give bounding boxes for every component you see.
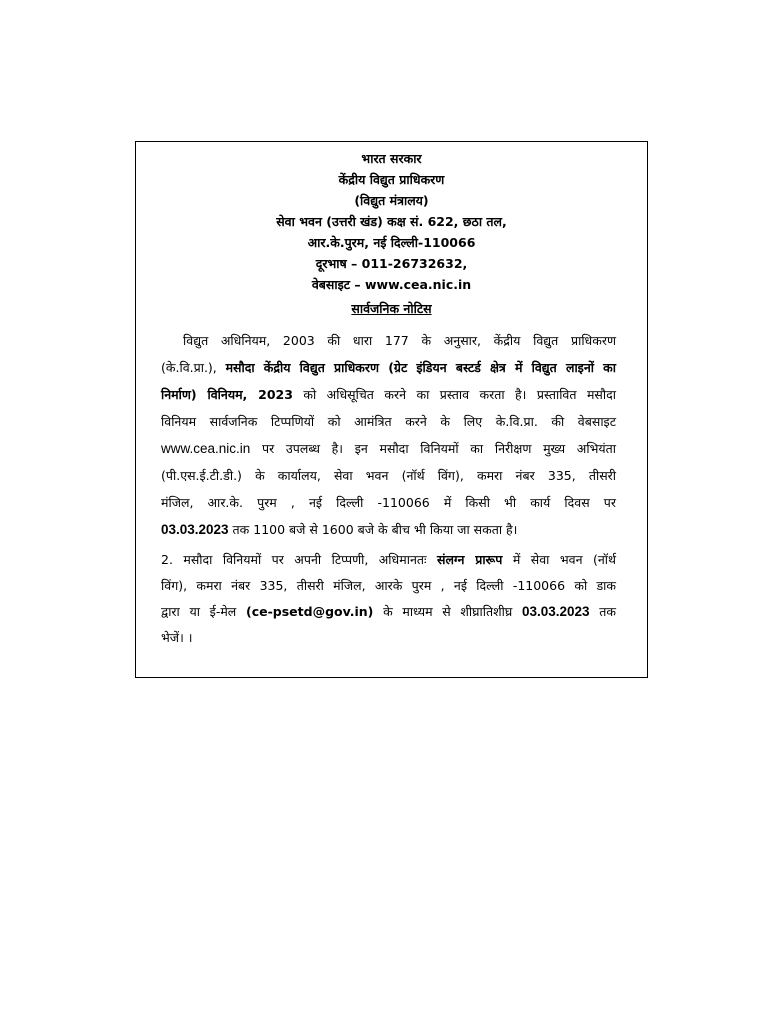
attached-format-label: संलग्न प्रारूप bbox=[437, 552, 503, 567]
paragraph-2 bbox=[161, 547, 616, 651]
notice-header bbox=[136, 148, 647, 295]
draft-regulation-title: निर्माण) विनियम, 2023 bbox=[161, 387, 293, 402]
inspection-date: 03.03.2023 bbox=[161, 522, 229, 537]
paragraph-1-line: विनियम सार्वजनिक टिप्पणियों को आमंत्रित करने के लिए के.वि.प्रा. की वेबसाइट bbox=[161, 414, 616, 429]
paragraph-2-line: भेजें। । bbox=[161, 630, 193, 645]
header-website: वेबसाइट – www.cea.nic.in bbox=[311, 277, 472, 292]
notice-title: सार्वजनिक नोटिस bbox=[351, 301, 432, 316]
paragraph-1-line: मंजिल, आर.के. पुरम , नई दिल्ली -110066 में किसी भी कार्य दिवस पर bbox=[161, 495, 616, 510]
contact-email: (ce-psetd@gov.in) bbox=[246, 604, 374, 619]
header-phone: दूरभाष – 011-26732632, bbox=[315, 256, 468, 271]
website-text: www.cea.nic.in bbox=[161, 441, 251, 456]
public-notice-box bbox=[135, 141, 648, 678]
header-authority: केंद्रीय विद्युत प्राधिकरण bbox=[338, 172, 445, 187]
paragraph-1-line: विद्युत अधिनियम, 2003 की धारा 177 के अनुसार, केंद्रीय विद्युत प्राधिकरण bbox=[183, 333, 616, 348]
header-address-line-1: सेवा भवन (उत्तरी खंड) कक्ष सं. 622, छठा तल, bbox=[276, 214, 507, 229]
draft-regulation-title: मसौदा केंद्रीय विद्युत प्राधिकरण (ग्रेट इंडियन बस्टर्ड क्षेत्र में विद्युत लाइनों का bbox=[225, 360, 616, 375]
paragraph-2-line: 2. मसौदा विनियमों पर अपनी टिप्पणी, अधिमानतः संलग्न प्रारूप में सेवा भवन (नॉर्थ bbox=[161, 552, 617, 567]
header-ministry: (विद्युत मंत्रालय) bbox=[354, 193, 429, 208]
paragraph-1-line: (पी.एस.ई.टी.डी.) के कार्यालय, सेवा भवन (नॉर्थ विंग), कमरा नंबर 335, तीसरी bbox=[161, 468, 616, 483]
paragraph-1-line: www.cea.nic.in पर उपलब्ध है। इन मसौदा विनियमों का निरीक्षण मुख्य अभियंता bbox=[161, 441, 616, 456]
header-address-line-2: आर.के.पुरम, नई दिल्ली-110066 bbox=[307, 235, 476, 250]
paragraph-1-line: निर्माण) विनियम, 2023 को अधिसूचित करने का प्रस्ताव करता है। प्रस्तावित मसौदा bbox=[161, 387, 616, 402]
deadline-date: 03.03.2023 bbox=[522, 604, 590, 619]
paragraph-1 bbox=[161, 327, 616, 543]
paragraph-2-line: द्वारा या ई-मेल (ce-psetd@gov.in) के माध्यम से शीघ्रातिशीघ्र 03.03.2023 तक bbox=[161, 604, 617, 619]
header-government: भारत सरकार bbox=[361, 151, 422, 166]
paragraph-1-line: (के.वि.प्रा.), मसौदा केंद्रीय विद्युत प्राधिकरण (ग्रेट इंडियन बस्टर्ड क्षेत्र में विद्युत लाइनों का bbox=[161, 360, 616, 375]
paragraph-2-line: विंग), कमरा नंबर 335, तीसरी मंजिल, आरके पुरम , नई दिल्ली -110066 को डाक bbox=[161, 578, 616, 593]
paragraph-1-line: 03.03.2023 तक 1100 बजे से 1600 बजे के बीच भी किया जा सकता है। bbox=[161, 522, 518, 537]
